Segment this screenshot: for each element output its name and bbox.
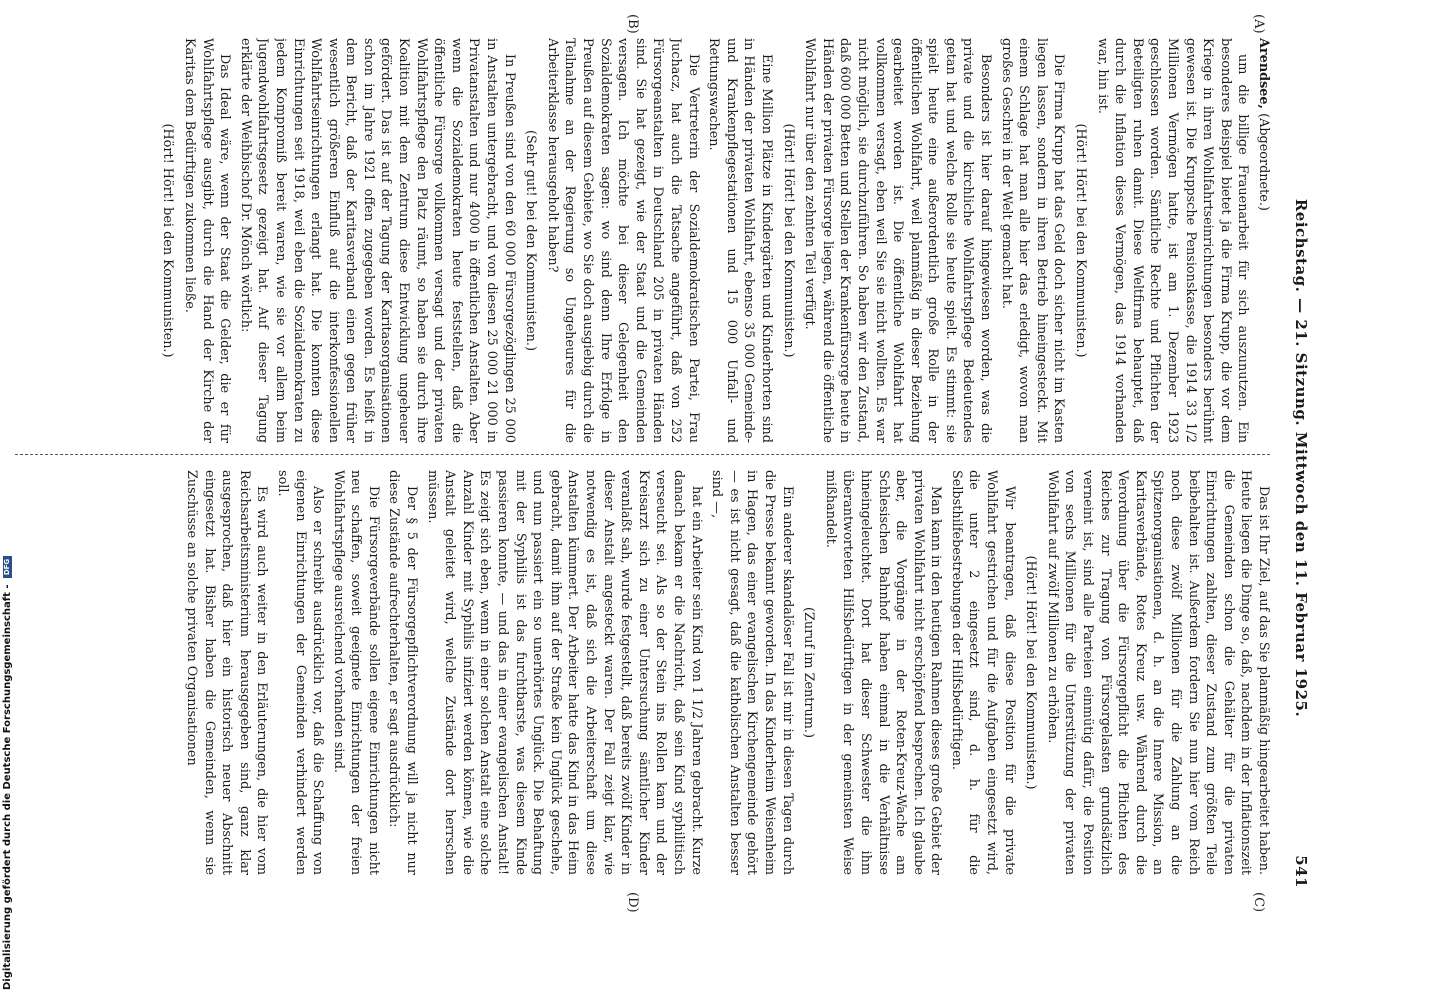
speaker-line: Arendsee, (Abgeordnete.) xyxy=(1256,38,1271,211)
paragraph: Es wird auch weiter in den Erläuterungen, die hier vom Reichsarbeitsministerium herausgegeben sind, ganz klar ausgesprochen, daß hier ein historisch neuer Abschnitt eingesetzt hat. Bisher haben die Gemeinden, wenn sie Zuschüsse an solche privaten Organisationen xyxy=(183,470,270,875)
paragraph: Wir beantragen, daß diese Position für die private Wohlfahrt gestrichen und für die Aufgaben eingesetzt wird, die unter 2 eingesetzt sind, d. h. für die Selbsthilfebestrebungen der Hilfsbedürftigen. xyxy=(948,470,1017,875)
footer-strip xyxy=(0,0,14,1000)
paragraph: Die Firma Krupp hat das Geld doch sicher nicht im Kasten liegen lassen, sondern in ihren Betrieb hineingesteckt. Mit einem Schlage hat man alle hier das erledigt, wovon man großes Geschrei in der Welt gemacht hat. xyxy=(998,38,1067,443)
paragraph: (Zuruf im Zentrum.) xyxy=(801,607,817,738)
page-number: 541 xyxy=(1292,855,1310,888)
paragraph: Eine Million Plätze in Kindergärten und Kinderhorten sind in Händen der privaten Wohlfahrt, ebenso 35 000 Gemeinde- und Krankenpflegestationen und 15 000 Unfall- und Rettungswachen. xyxy=(706,38,774,443)
footer-credit-text: Digitalisierung gefördert durch die Deutsche Forschungsgemeinschaft - xyxy=(2,584,13,990)
left-column xyxy=(0,38,1272,443)
paragraph: (Hört! Hört! bei den Kommunisten.) xyxy=(780,123,796,358)
paragraph: Das Ideal wäre, wenn der Staat die Gelder, die er für Wohlfahrtspflege ausgibt, durch die Hand der Kirche der Karitas dem Bedürftigen zukommen ließe. xyxy=(181,38,233,443)
margin-letter-b: (B) xyxy=(625,14,640,34)
paragraph: Man kann in den heutigen Rahmen dieses große Gebiet der privaten Wohlfahrt nicht erschöpfend besprechen. Ich glaube aber, die Vorgänge in der Roten-Kreuz-Wache am Schlesischen Bahnhof haben einmal in die Verhältnisse hineingeleuchtet. Dort hat dieser Schwester die ihm überantworteten Hilfsbedürftigen in der gemeinsten Weise mißhandelt. xyxy=(822,470,944,875)
speaker-role: Abgeordnete. xyxy=(1256,118,1271,206)
right-column xyxy=(0,470,1272,875)
paragraph: In Preußen sind von den 60 000 Fürsorgezöglingen 25 000 in Anstalten untergebracht, und von diesen 25 000 21 000 in Privatanstalten und nur 4000 in öffentlichen Anstalten. Aber wenn die Sozialdemokraten heute feststellen, daß die öffentliche Fürsorge vollkommen versagt und der privaten Wohlfahrtspflege den Platz räumt, so haben sie durch ihre Koalition mit dem Zentrum diese Entwicklung ungeheuer gefördert. Das ist auf der Tagung der Karitasorganisationen schon im Jahre 1921 offen zugegeben worden. Es heißt in dem Bericht, daß der Karitasverband einen gegen früher wesentlich größeren Einfluß auf die interkonfessionellen Wohlfahrtseinrichtungen erlangt hat. Die konnten diese Einrichtungen seit 1918, weil eben die Sozialdemokraten zu jedem Kompromiß bereit waren, wie sie vor allem beim Jugendwohlfahrtsgesetz gezeigt hat. Auf dieser Tagung erklärte der Weihbischof Dr. Mönch wörtlich: xyxy=(237,38,517,443)
paragraph: Der § 5 der Fürsorgepflichtverordnung will ja nicht nur diese Zustände aufrechterhalten, er sagt ausdrücklich: xyxy=(386,470,420,875)
paragraph: (Sehr gut! bei den Kommunisten.) xyxy=(523,130,539,351)
header-title: Reichstag. — 21. Sitzung. Mittwoch den 11. Februar 1925. xyxy=(1292,198,1310,718)
margin-letter-a: (A) xyxy=(1251,14,1266,34)
page-header xyxy=(1282,28,1312,888)
margin-letter-d: (D) xyxy=(625,892,640,913)
paragraph: (Hört! Hört! bei den Kommunisten.) xyxy=(160,123,176,358)
speaker-name: Arendsee, xyxy=(1256,38,1271,110)
dfg-logo: DFG xyxy=(3,556,12,578)
paragraph: Die Fürsorgeverbände sollen eigene Einrichtungen nicht neu schaffen, soweit geeignete Einrichtungen der freien Wohlfahrtspflege ausreichend vorhanden sind. xyxy=(330,470,381,875)
paragraph: Die Vertreterin der Sozialdemokratischen Partei, Frau Juchacz, hat auch die Tatsache angeführt, daß von 252 Fürsorgeanstalten in Deutschland 205 in privaten Händen sind. Sie hat gezeigt, wie der Staat und die Gemeinden versagen. Ich möchte bei dieser Gelegenheit den Sozialdemokraten sagen: wo sind denn Ihre Erfolge in Preußen auf diesem Gebiete, wo Sie doch ausgiebig durch die Teilnahme an der Regierung so Ungeheures für die Arbeiterklasse herausgeholt haben? xyxy=(544,38,701,443)
column-divider xyxy=(0,454,1270,455)
left-paragraphs xyxy=(159,38,1252,443)
paragraph: um die billige Frauenarbeit für sich auszunutzen. Ein besonderes Beispiel bietet ja die Firma Krupp, die vor dem Kriege in ihren Wohlfahrtseinrichtungen besonders berühmt gewesen ist. Die Kruppsche Pensionskasse, die 1914 33 1/2 Millionen Vermögen hatte, ist am 1. Dezember 1923 geschlossen worden. Sämtliche Rechte und Pflichten der Beteiligten ruhen damit. Diese Weltfirma behauptet, daß durch die Inflation dieses Vermögen, das 1914 vorhanden war, hin ist. xyxy=(1094,38,1251,443)
paragraph: Also er schreibt ausdrücklich vor, daß die Schaffung von eigenen Einrichtungen der Gemeinden verhindert werden soll. xyxy=(274,470,326,875)
paragraph: Besonders ist hier darauf hingewiesen worden, was die private und die kirchliche Wohlfahrtspflege Bedeutendes getan hat und welche Rolle sie heute spielt. Es stimmt: sie spielt heute eine außerordentlich große Rolle in der öffentlichen Wohlfahrt, weil planmäßig in dieser Beziehung gearbeitet worden ist. Die öffentliche Wohlfahrt hat vollkommen versagt, eben weil Sie sie nicht wollten. Es war nicht möglich, sie durchzuführen. So haben wir den Zustand, daß 600 000 Betten und Stellen der Krankenfürsorge heute in Händen der privaten Fürsorge liegen, während die öffentliche Wohlfahrt nur über den zehnten Teil verfügt. xyxy=(802,38,994,443)
paragraph: hat ein Arbeiter sein Kind von 1 1/2 Jahren gebracht. Kurze danach bekam er die Nachricht, daß sein Kind syphilitisch verseucht sei. Als so der Stein ins Rollen kam und der Kreisarzt sich zu einer Untersuchung sämtlicher Kinder veranlaßt sah, wurde festgestellt, daß bereits zwölf Kinder in dieser Anstalt angesteckt waren. Der Fall zeigt klar, wie notwendig es ist, daß sich die Arbeiterschaft um diese Anstalten kümmert. Der Arbeiter hatte das Kind in das Heim gebracht, damit ihm auf der Straße kein Unglück geschehe, und nun passiert ein so unerhörtes Unglück. Die Behaftung mit der Syphilis ist das furchtbarste, was diesem Kinde passieren konnte, — und das in einer evangelischen Anstalt! Es zeigt sich eben, wenn in einer solchen Anstalt eine solche Anzahl Kinder mit Syphilis infiziert werden können, wie die Anstalt geleitet wird, welche Zustände dort herrschen müssen. xyxy=(424,470,704,875)
paragraph: (Hört! Hört! bei den Kommunisten.) xyxy=(1073,123,1089,358)
rotated-document-page xyxy=(0,8,1320,913)
margin-letter-c: (C) xyxy=(1251,892,1266,913)
footer-credit xyxy=(2,0,13,990)
paragraph: Ein anderer skandalöser Fall ist mir in diesen Tagen durch die Presse bekannt geworden. In das Kinderheim Weisenheim in Hagen, das einer evangelischen Kirchengemeinde gehört — es ist nicht gesagt, daß die katholischen Anstalten besser sind —, xyxy=(709,470,795,875)
paragraph: Das ist Ihr Ziel, auf das Sie planmäßig hingearbeitet haben. Heute liegen die Dinge so, daß, nachdem in der Inflationszeit die Gemeinden schon die Gehälter für die privaten Einrichtungen zahlten, dieser Zustand zum größten Teile beibehalten ist. Außerdem fordern Sie nun hier vom Reich noch diese zwölf Millionen für die Zahlung an die Spitzenorganisationen, d. h. an die Innere Mission, an Karitasverbände, Rotes Kreuz usw. Während durch die Verordnung über die Fürsorgepflicht die Pflichten des Reiches zur Tragung von Fürsorgelasten grundsätzlich verneint ist, sind alle Parteien einmütig dafür, die Position von sechs Millionen für die Unterstützung der privaten Wohlfahrt auf zwölf Millionen zu erhöhen. xyxy=(1044,470,1271,875)
paragraph: (Hört! Hört! bei den Kommunisten.) xyxy=(1023,555,1039,790)
right-paragraphs xyxy=(182,470,1272,875)
